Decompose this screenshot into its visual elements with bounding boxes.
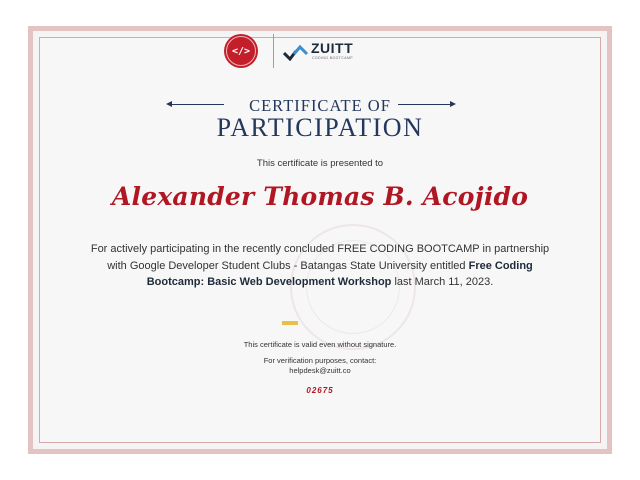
- partner-logo-icon: [224, 34, 258, 68]
- verification-info: [0, 356, 640, 376]
- body-suffix: last March 11, 2023.: [391, 276, 494, 288]
- serial-number: 02675: [306, 386, 334, 395]
- certificate-title-line1: CERTIFICATE OF: [249, 96, 391, 115]
- recipient-name: Alexander Thomas B. Acojido: [111, 182, 529, 211]
- body-prefix: For actively participating in the recently concluded FREE CODING BOOTCAMP in partnership with Google Developer Student Clubs - Batangas State University entitled: [90, 243, 550, 272]
- workshop-title: Free Coding Bootcamp: Basic Web Development Workshop: [146, 259, 533, 288]
- verification-label: For verification purposes, contact:: [263, 356, 377, 365]
- logo-row: [0, 34, 640, 70]
- validity-note: This certificate is valid even without signature.: [243, 340, 397, 349]
- certificate-body: [84, 241, 556, 291]
- zuitt-mark-icon: [283, 43, 309, 61]
- brand-tagline: CODING BOOTCAMP: [312, 56, 354, 60]
- accent-dash: [282, 321, 298, 325]
- verification-email[interactable]: helpdesk@zuitt.co: [289, 366, 351, 375]
- brand-name: ZUITT: [311, 40, 354, 56]
- certificate-title-line2: PARTICIPATION: [216, 113, 424, 142]
- logo-divider: [273, 34, 274, 68]
- presented-text: This certificate is presented to: [256, 158, 384, 169]
- code-brackets-icon: </>: [226, 36, 256, 66]
- zuitt-logo: [283, 38, 363, 66]
